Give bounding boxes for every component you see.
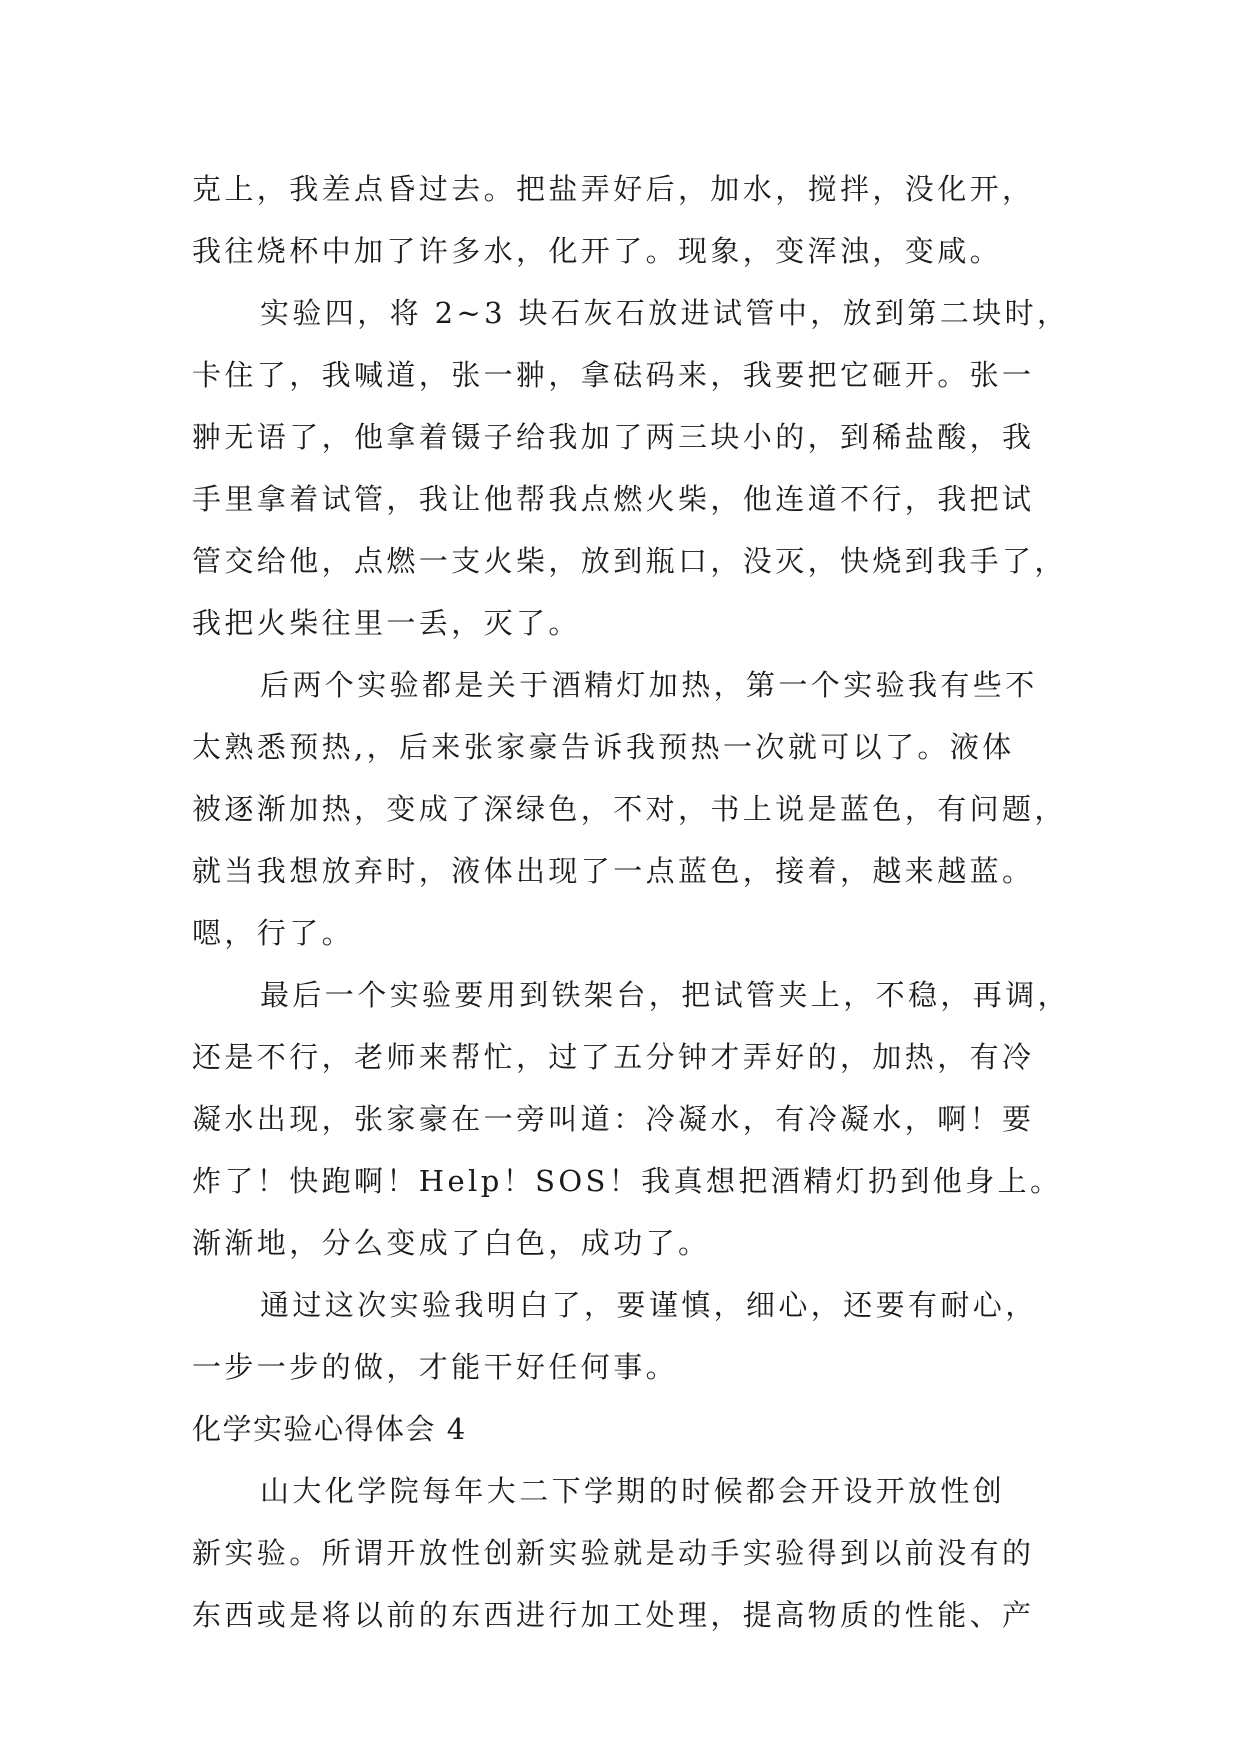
paragraph-start-line: 通过这次实验我明白了，要谨慎，细心，还要有耐心，	[260, 1288, 1038, 1322]
text-line: 新实验。所谓开放性创新实验就是动手实验得到以前没有的	[192, 1536, 1035, 1570]
paragraph-start-line: 山大化学院每年大二下学期的时候都会开设开放性创	[260, 1474, 1006, 1508]
text-line: 我往烧杯中加了许多水，化开了。现象，变浑浊，变咸。	[192, 234, 1003, 268]
text-line: 翀无语了，他拿着镊子给我加了两三块小的，到稀盐酸，我	[192, 420, 1035, 454]
text-line: 凝水出现，张家豪在一旁叫道：冷凝水，有冷凝水，啊！要	[192, 1102, 1035, 1136]
document-body	[192, 158, 1072, 1646]
paragraph-start-line: 后两个实验都是关于酒精灯加热，第一个实验我有些不	[260, 668, 1038, 702]
text-line: 炸了！快跑啊！Help！SOS！我真想把酒精灯扔到他身上。	[192, 1164, 1063, 1198]
text-line: 管交给他，点燃一支火柴，放到瓶口，没灭，快烧到我手了，	[192, 544, 1067, 578]
text-line: 克上，我差点昏过去。把盐弄好后，加水，搅拌，没化开，	[192, 172, 1035, 206]
text-line: 还是不行，老师来帮忙，过了五分钟才弄好的，加热，有冷	[192, 1040, 1035, 1074]
paragraph-start-line: 实验四，将 2~3 块石灰石放进试管中，放到第二块时，	[260, 296, 1070, 330]
text-line: 渐渐地，分么变成了白色，成功了。	[192, 1226, 711, 1260]
text-line: 太熟悉预热,，后来张家豪告诉我预热一次就可以了。液体	[192, 730, 1015, 764]
section-heading: 化学实验心得体会 4	[192, 1412, 467, 1446]
text-line: 东西或是将以前的东西进行加工处理，提高物质的性能、产	[192, 1598, 1035, 1632]
text-line: 就当我想放弃时，液体出现了一点蓝色，接着，越来越蓝。	[192, 854, 1035, 888]
text-line: 嗯，行了。	[192, 916, 355, 950]
text-line: 一步一步的做，才能干好任何事。	[192, 1350, 679, 1384]
text-line: 我把火柴往里一丢，灭了。	[192, 606, 581, 640]
text-line: 被逐渐加热，变成了深绿色，不对，书上说是蓝色，有问题，	[192, 792, 1067, 826]
paragraph-start-line: 最后一个实验要用到铁架台，把试管夹上，不稳，再调，	[260, 978, 1071, 1012]
text-line: 手里拿着试管，我让他帮我点燃火柴，他连道不行，我把试	[192, 482, 1035, 516]
text-line: 卡住了，我喊道，张一翀，拿砝码来，我要把它砸开。张一	[192, 358, 1035, 392]
